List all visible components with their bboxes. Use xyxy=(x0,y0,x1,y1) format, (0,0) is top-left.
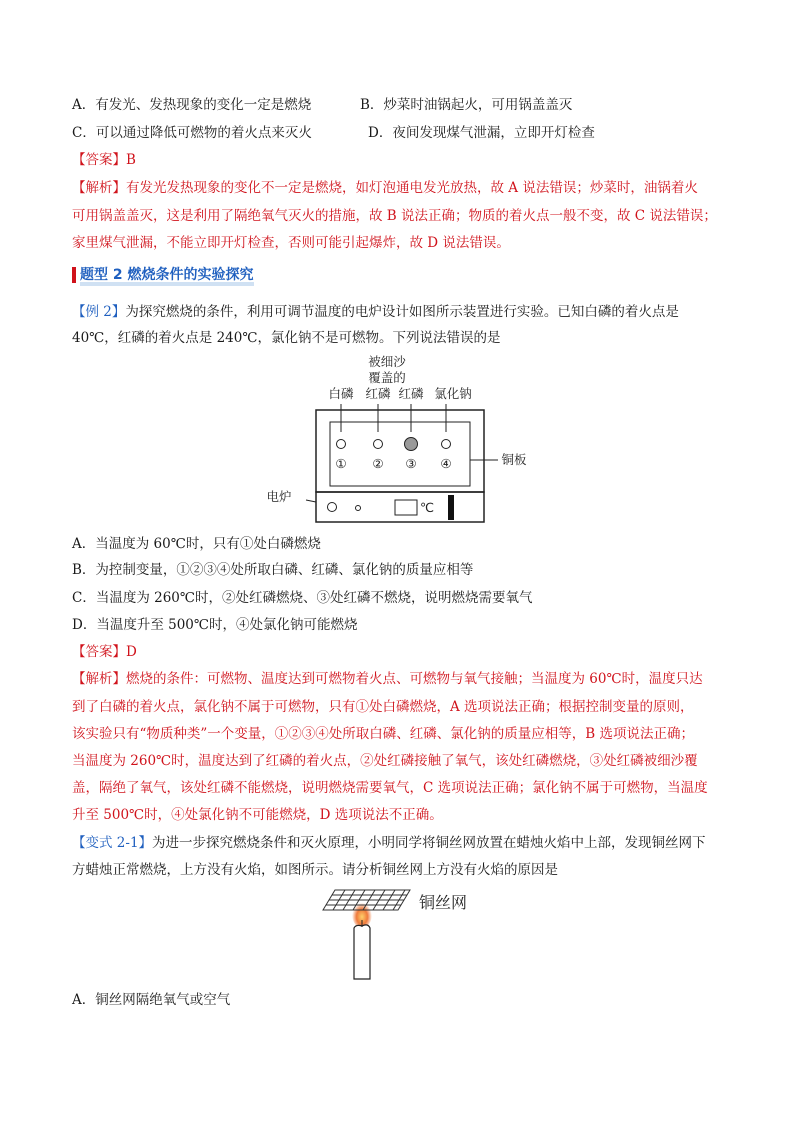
label-cover-1: 被细沙 xyxy=(368,354,406,369)
copper-plate-inner xyxy=(330,422,470,486)
num-2: ② xyxy=(372,456,384,471)
ex2-analysis-line-4: 当温度为 260℃时，温度达到了红磷的着火点，②处红磷接触了氧气，该处红磷燃烧，③处红磷被细沙覆 xyxy=(72,753,698,769)
num-3: ③ xyxy=(405,456,417,471)
label-red-p-covered: 红磷 xyxy=(398,386,424,401)
ex2-tag: 【例 2】 xyxy=(72,304,126,320)
section-title xyxy=(72,264,254,286)
label-nacl: 氯化钠 xyxy=(434,386,472,401)
furnace-knob-1 xyxy=(328,503,337,512)
ex2-option-a: A．当温度为 60℃时，只有①处白磷燃烧 xyxy=(72,536,321,552)
var21-figure-candle xyxy=(318,884,488,984)
q1-analysis-line-3: 家里煤气泄漏，不能立即开灯检查，否则可能引起爆炸，故 D 说法错误。 xyxy=(72,235,510,251)
ex2-answer-value: D xyxy=(126,644,137,660)
q1-answer xyxy=(72,150,136,170)
q1-option-b: B．炒菜时油锅起火，可用锅盖盖灭 xyxy=(360,97,573,113)
label-cover-2: 覆盖的 xyxy=(368,370,406,385)
temperature-display xyxy=(395,500,417,515)
ex2-stem-line-1: 【例 2】为探究燃烧的条件，利用可调节温度的电炉设计如图所示装置进行实验。已知白磷的着火点是 xyxy=(72,304,679,320)
q1-option-c: C．可以通过降低可燃物的着火点来灭火 xyxy=(72,125,312,141)
ex2-stem-line-2: 40℃，红磷的着火点是 240℃，氯化钠不是可燃物。下列说法错误的是 xyxy=(72,330,501,346)
label-plate: 铜板 xyxy=(501,452,527,467)
ex2-answer-tag: 【答案】 xyxy=(72,644,126,660)
sample-2-red-p xyxy=(374,440,383,449)
ex2-figure-furnace xyxy=(250,352,570,530)
q1-analysis-line-2: 可用锅盖盖灭，这是利用了隔绝氧气灭火的措施，故 B 说法正确；物质的着火点一般不变，故 C 说法错误； xyxy=(72,208,717,224)
sample-4-nacl xyxy=(442,440,451,449)
section-title-bar xyxy=(72,267,76,283)
var21-option-a: A．铜丝网隔绝氧气或空气 xyxy=(72,992,231,1008)
var21-stem-line-1: 【变式 2-1】为进一步探究燃烧条件和灭火原理，小明同学将铜丝网放置在蜡烛火焰中上部，发现铜丝网下 xyxy=(72,835,706,851)
sample-1-white-p xyxy=(337,440,346,449)
num-1: ① xyxy=(335,456,347,471)
furnace-body xyxy=(316,492,484,522)
var21-stem-line-2: 方蜡烛正常燃烧，上方没有火焰，如图所示。请分析铜丝网上方没有火焰的原因是 xyxy=(72,862,558,878)
ex2-analysis-line-6: 升至 500℃时，④处氯化钠不可能燃烧，D 选项说法不正确。 xyxy=(72,807,443,823)
ex2-analysis-line-1: 【解析】燃烧的条件：可燃物、温度达到可燃物着火点、可燃物与氧气接触；当温度为 60℃时，温度只达 xyxy=(72,671,703,687)
section-title-text: 题型 2 燃烧条件的实验探究 xyxy=(80,267,254,283)
label-red-p: 红磷 xyxy=(365,386,391,401)
ex2-analysis-tag: 【解析】 xyxy=(72,671,126,687)
ex2-option-c: C．当温度为 260℃时，②处红磷燃烧、③处红磷不燃烧，说明燃烧需要氧气 xyxy=(72,590,533,606)
var21-tag: 【变式 2-1】 xyxy=(72,835,153,851)
ex2-analysis-line-5: 盖，隔绝了氧气，该处红磷不能燃烧，说明燃烧需要氧气，C 选项说法正确；氯化钠不属于可燃物，当温度 xyxy=(72,780,708,796)
q1-analysis-tag: 【解析】 xyxy=(72,180,126,196)
q1-answer-value: B xyxy=(126,152,136,168)
label-white-p: 白磷 xyxy=(328,386,354,401)
q1-analysis-line-1: 【解析】有发光发热现象的变化不一定是燃烧，如灯泡通电发光放热，故 A 说法错误；炒菜时，油锅着火 xyxy=(72,180,698,196)
ex2-option-d: D．当温度升至 500℃时，④处氯化钠可能燃烧 xyxy=(72,617,358,633)
furnace-knob-2 xyxy=(356,506,361,511)
q1-answer-tag: 【答案】 xyxy=(72,152,126,168)
num-4: ④ xyxy=(440,456,452,471)
pointer-furnace xyxy=(306,500,316,502)
label-celsius: ℃ xyxy=(419,500,435,515)
furnace-switch xyxy=(448,495,454,520)
q1-option-d: D．夜间发现煤气泄漏，立即开灯检查 xyxy=(368,125,595,141)
ex2-analysis-line-2: 到了白磷的着火点，氯化钠不属于可燃物，只有①处白磷燃烧，A 选项说法正确；根据控制变量的原则， xyxy=(72,699,694,715)
ex2-analysis-line-3: 该实验只有“物质种类”一个变量，①②③④处所取白磷、红磷、氯化钠的质量应相等，B 选项说法正确； xyxy=(72,726,695,742)
ex2-answer xyxy=(72,642,137,662)
label-furnace: 电炉 xyxy=(266,489,292,504)
sample-3-red-p-sand xyxy=(405,438,418,451)
candle-body xyxy=(354,925,370,979)
q1-option-a: A．有发光、发热现象的变化一定是燃烧 xyxy=(72,97,312,113)
label-copper-mesh: 铜丝网 xyxy=(419,893,468,912)
ex2-option-b: B．为控制变量，①②③④处所取白磷、红磷、氯化钠的质量应相等 xyxy=(72,562,474,578)
